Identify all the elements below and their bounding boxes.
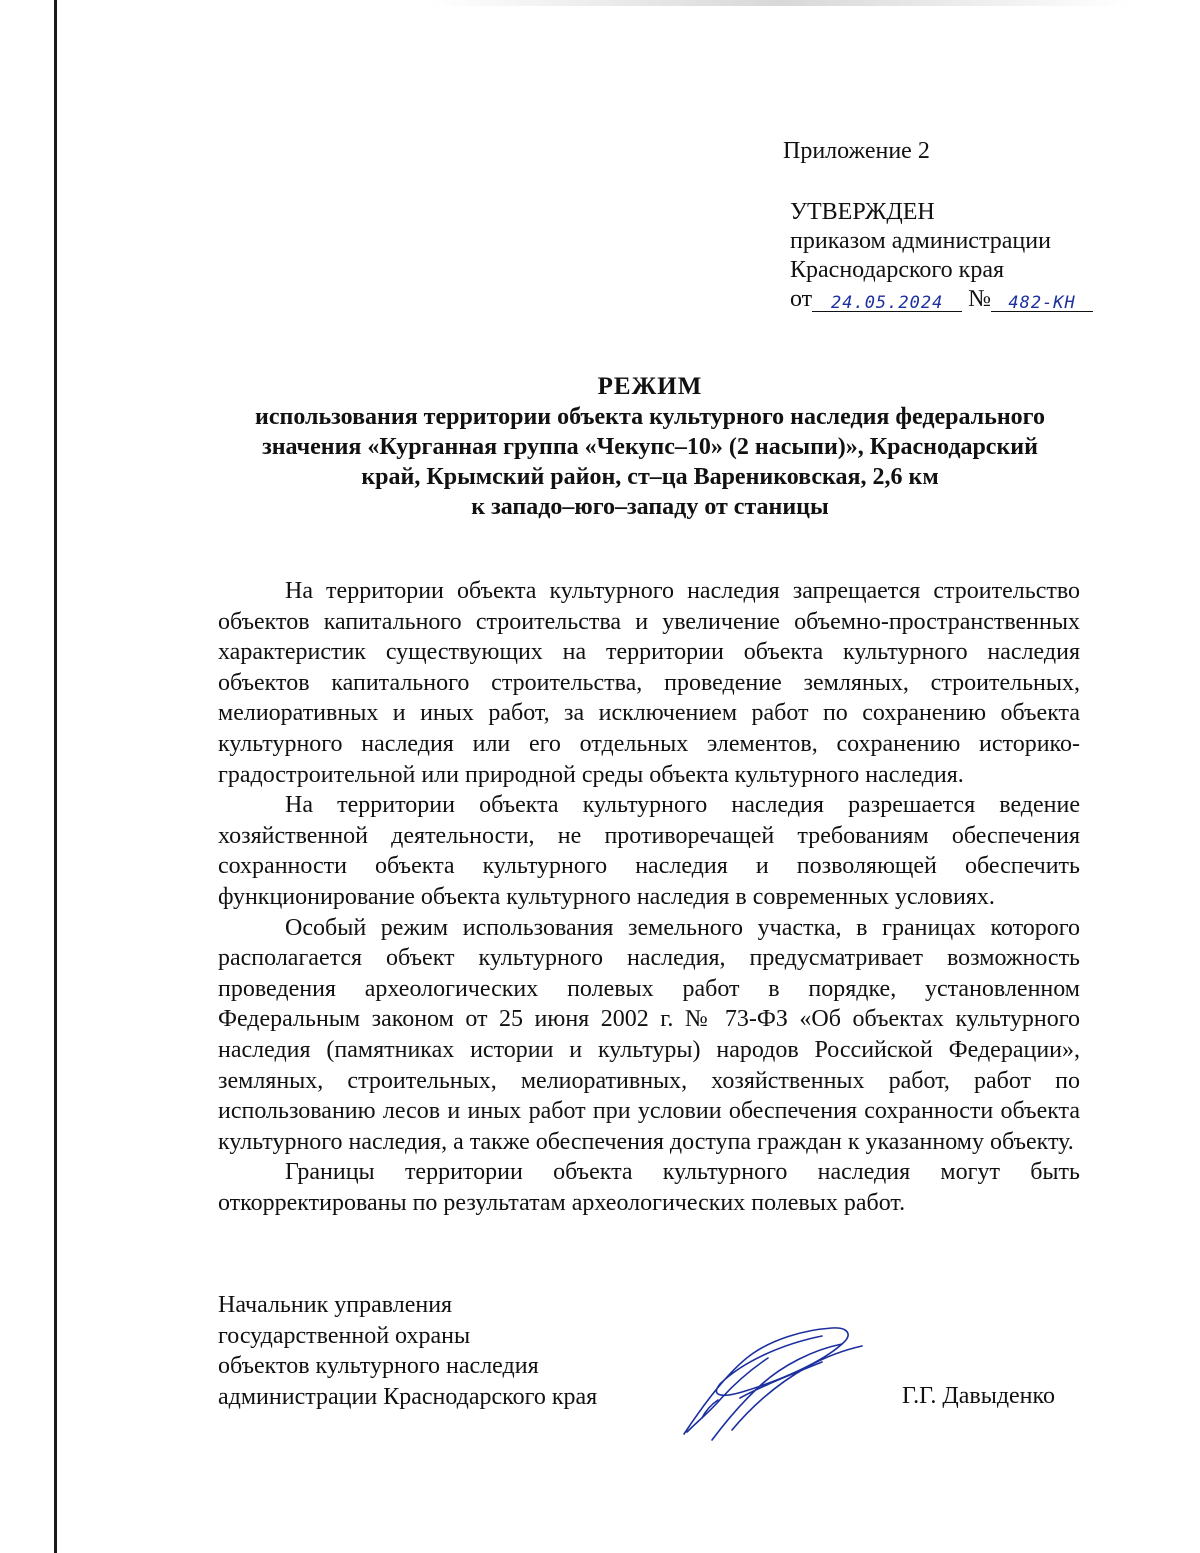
signatory-position (218, 1290, 597, 1412)
handwritten-signature-icon (672, 1322, 872, 1442)
approval-stamp-block (790, 198, 1093, 317)
order-number: 482-КН (1008, 293, 1076, 313)
appendix-label: Приложение 2 (783, 138, 930, 164)
title-line-2: значения «Курганная группа «Чекупс–10» (2 насыпи)», Краснодарский (262, 434, 1038, 460)
title-line-3: край, Крымский район, ст–ца Варениковская, 2,6 км (361, 464, 939, 490)
order-number-label: № (968, 286, 992, 312)
document-body (218, 576, 1080, 1218)
position-line-3: объектов культурного наследия (218, 1353, 539, 1379)
title-line-4: к западо–юго–западу от станицы (471, 494, 829, 520)
approved-line-1: приказом администрации (790, 228, 1051, 254)
approved-line-2: Краснодарского края (790, 257, 1005, 283)
title-line-1: использования территории объекта культурного наследия федерального (255, 404, 1045, 430)
title-main: РЕЖИМ (597, 373, 703, 400)
order-number-field (991, 285, 1093, 312)
order-reference (790, 285, 1093, 317)
scan-page-edge (54, 0, 57, 1553)
scan-top-shadow (430, 0, 1130, 6)
order-from-label: от (790, 286, 813, 312)
signatory-name: Г.Г. Давыденко (902, 1383, 1055, 1409)
order-date-field (812, 285, 962, 312)
position-line-2: государственной охраны (218, 1322, 471, 1349)
paragraph-permitted-activity: На территории объекта культурного наследия разрешается ведение хозяйственной деятельности, не противоречащей требованиям обеспечения сохранности объекта культурного наследия и позволяющей обеспечить функционирование объекта культурного наследия в современных условиях. (218, 792, 1080, 910)
paragraph-special-regime: Особый режим использования земельного участка, в границах которого располагается объект культурного наследия, предусматривает возможность проведения археологических полевых работ в порядке, установленном Федеральным законом от 25 июня 2002 г. № 73-ФЗ «Об объектах культурного наследия (памятниках истории и культуры) народов Российской Федерации», земляных, строительных, мелиоративных, хозяйственных работ, работ по использованию лесов и иных работ при условии обеспечения сохранности объекта культурного наследия, а также обеспечения доступа граждан к указанному объекту. (218, 914, 1080, 1155)
paragraph-prohibitions: На территории объекта культурного наследия запрещается строительство объектов капитального строительства и увеличение объемно-пространственных характеристик существующих на территории объекта культурного наследия объектов капитального строительства, проведение земляных, строительных, мелиоративных и иных работ, за исключением работ по сохранению объекта культурного наследия или его отдельных элементов, сохранению историко-градостроительной или природной среды объекта культурного наследия. (218, 578, 1080, 788)
paragraph-boundaries: Границы территории объекта культурного наследия могут быть откорректированы по результатам археологических полевых работ. (218, 1159, 1080, 1216)
position-line-4: администрации Краснодарского края (218, 1383, 598, 1410)
position-line-1: Начальник управления (218, 1292, 453, 1318)
order-date: 24.05.2024 (830, 293, 944, 313)
approved-title: УТВЕРЖДЕН (790, 199, 935, 225)
document-title (200, 372, 1100, 522)
